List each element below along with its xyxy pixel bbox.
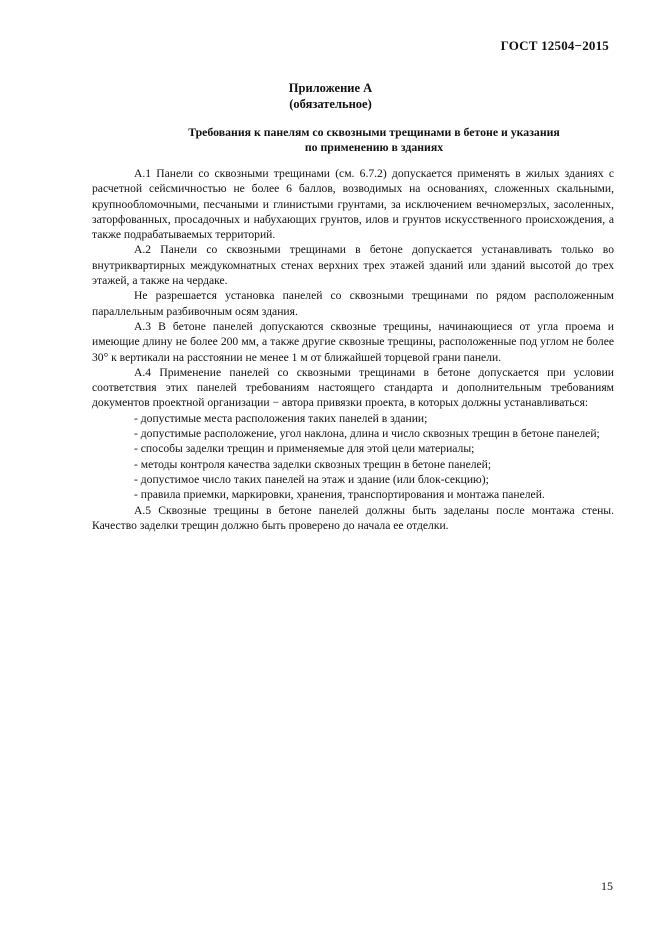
- appendix-heading: [0, 80, 661, 112]
- appendix-title-line-1: Требования к панелям со сквозными трещинами в бетоне и указания: [188, 125, 560, 139]
- appendix-title-line-2: по применению в зданиях: [304, 140, 444, 154]
- page-number: 15: [601, 879, 613, 893]
- paragraph-a3: А.3 В бетоне панелей допускаются сквозные трещины, начинающиеся от угла проема и имеющие длину не более 200 мм, а также другие сквозные трещины, расположенные под углом не более 30° к вертикали на расстоянии не менее 1 м от ближайшей торцевой грани панели.: [92, 319, 614, 364]
- appendix-title: [160, 125, 588, 155]
- document-code: ГОСТ 12504−2015: [500, 38, 609, 53]
- list-item: - допустимые расположение, угол наклона, длина и число сквозных трещин в бетоне панелей;: [134, 427, 600, 441]
- body-text: [92, 166, 614, 533]
- paragraph-a4: А.4 Применение панелей со сквозными трещинами в бетоне допускается при условии соответствия этих панелей требованиям настоящего стандарта и дополнительным требованиям документов проектной организации − автора привязки проекта, в которых должны устанавливаться:: [92, 365, 614, 410]
- paragraph-a2: А.2 Панели со сквозными трещинами в бетоне допускается устанавливать только во внутриквартирных междукомнатных стенах верхних трех этажей зданий или зданий высотой до трех этажей, а также на чердаке.: [92, 243, 614, 288]
- appendix-label: Приложение А: [288, 81, 373, 95]
- list-item: - допустимые места расположения таких панелей в здании;: [134, 411, 428, 425]
- appendix-status: (обязательное): [289, 97, 372, 111]
- paragraph-a5: А.5 Сквозные трещины в бетоне панелей должны быть заделаны после монтажа стены. Качество заделки трещин должно быть проверено до начала ее отделки.: [92, 503, 614, 532]
- list-item: - способы заделки трещин и применяемые для этой цели материалы;: [134, 442, 475, 456]
- list-item: - методы контроля качества заделки сквозных трещин в бетоне панелей;: [134, 457, 492, 471]
- list-item: - правила приемки, маркировки, хранения, транспортирования и монтажа панелей.: [134, 488, 545, 502]
- paragraph-a1: А.1 Панели со сквозными трещинами (см. 6.7.2) допускается применять в жилых зданиях с расчетной сейсмичностью не более 6 баллов, возводимых на основаниях, сложенных скальными, крупнообломочными, песчаными и глинистыми грунтами, за исключением вечномерзлых, засоленных, заторфованных, просадочных и набухающих грунтов, илов и грунтов искусственного происхождения, а также подрабатываемых территорий.: [92, 167, 614, 242]
- list-item: - допустимое число таких панелей на этаж и здание (или блок-секцию);: [134, 472, 489, 486]
- paragraph-a2-note: Не разрешается установка панелей со сквозными трещинами по рядом расположенным параллельным разбивочным осям здания.: [92, 289, 614, 318]
